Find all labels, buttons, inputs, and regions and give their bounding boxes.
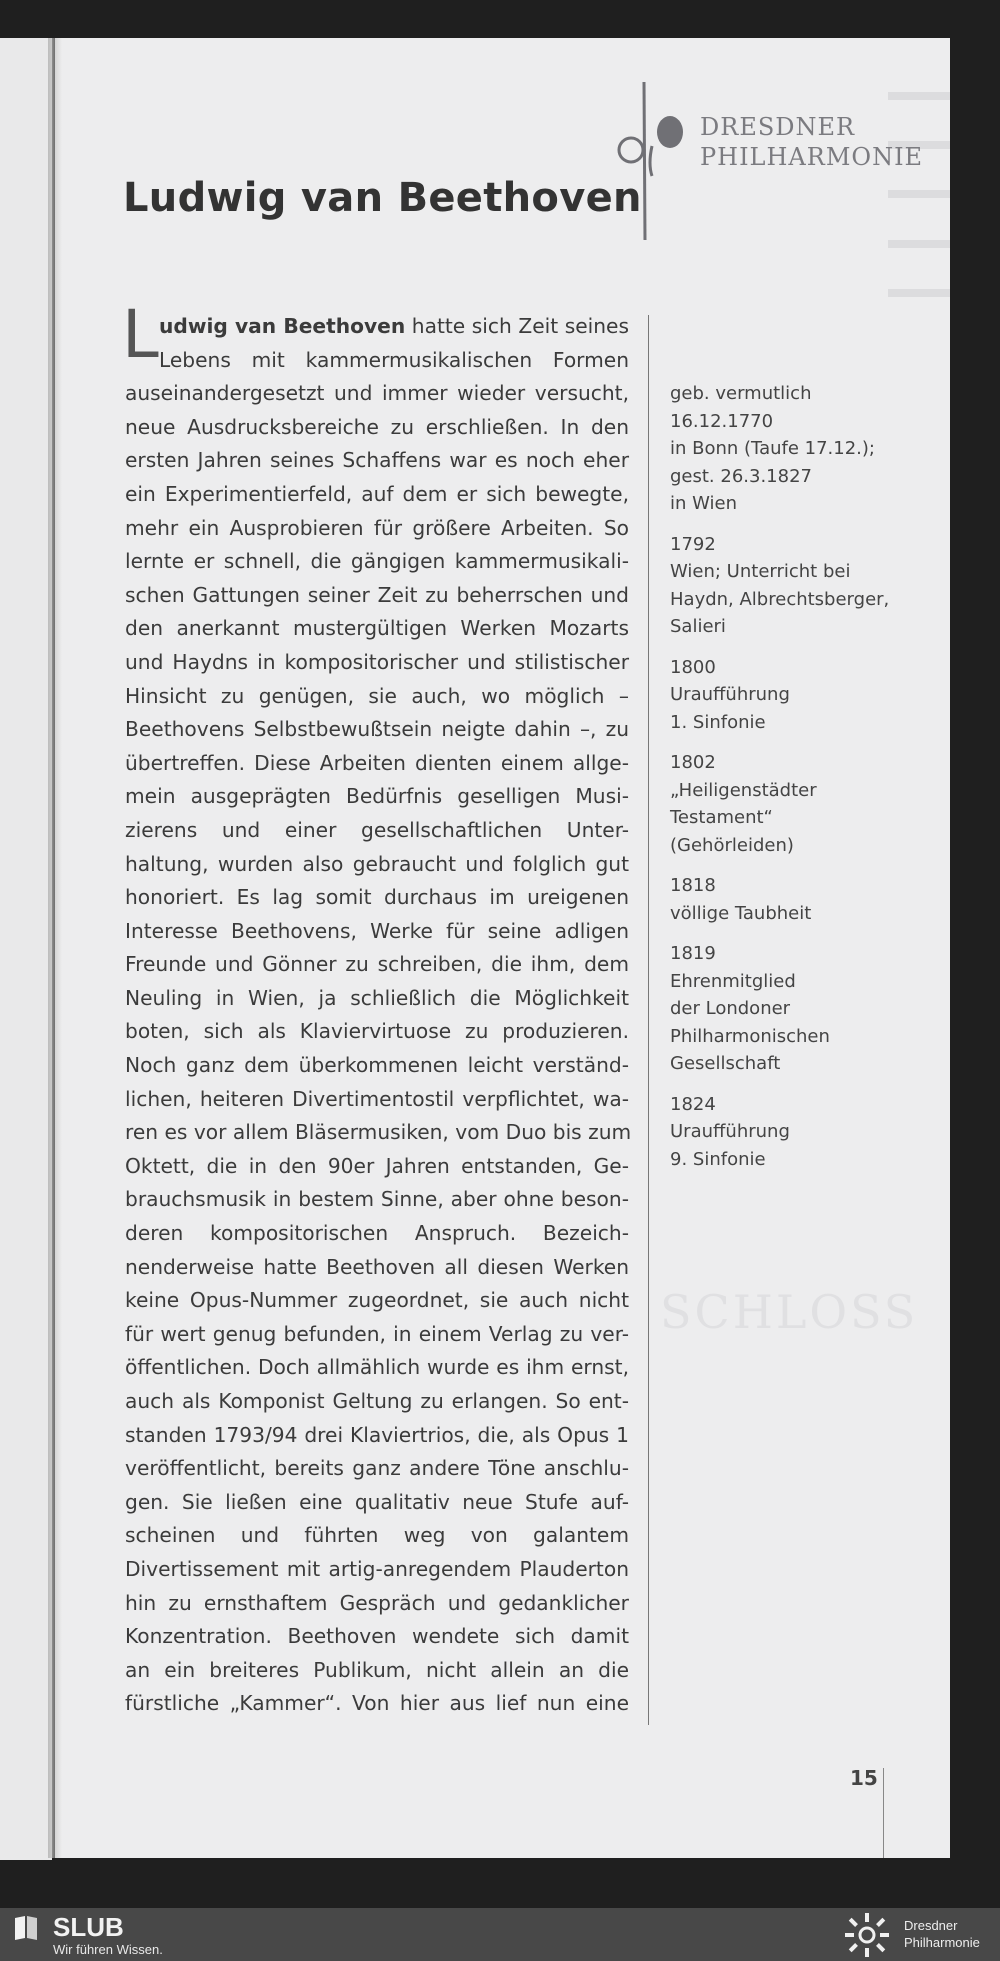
sidebar-line: völlige Taubheit [670, 902, 812, 924]
body-line: nenderweise hatte Beethoven all diesen Werken [125, 1254, 629, 1279]
slub-slogan: Wir führen Wissen. [53, 1942, 163, 1957]
body-line-first-rest: hatte sich Zeit seines [405, 314, 629, 338]
page-number: 15 [850, 1766, 878, 1790]
gutter-shadow [48, 38, 62, 1858]
philharmonie-emblem-icon [843, 1912, 891, 1958]
sidebar-entry [670, 654, 900, 737]
biography-sidebar [670, 380, 900, 1186]
body-line: Hinsicht zu genügen, sie auch, wo möglich – [125, 683, 629, 708]
body-lines [125, 344, 632, 1721]
slub-book-icon [14, 1915, 38, 1941]
sidebar-line: 9. Sinfonie [670, 1148, 766, 1170]
sidebar-line: Haydn, Albrechtsberger, [670, 588, 890, 610]
drop-cap: L [122, 296, 159, 373]
sidebar-line: Philharmonischen [670, 1025, 830, 1047]
show-through-text: SCHLOSS [660, 1285, 919, 1339]
body-line: lichen, heiteren Divertimentostil verpflichtet, wa- [125, 1086, 629, 1111]
sidebar-line: 1792 [670, 533, 716, 555]
sidebar-line: Gesellschaft [670, 1053, 781, 1074]
body-line: Oktett, die in den 90er Jahren entstanden, Ge- [125, 1153, 629, 1178]
body-line: Lebens mit kammermusikalischen Formen [159, 347, 629, 372]
logo-text-line2: PHILHARMONIE [700, 143, 924, 171]
body-line: scheinen und führten weg von galantem [125, 1523, 629, 1548]
body-line: Beethovens Selbstbewußtsein neigte dahin –, zu [125, 717, 629, 742]
sidebar-line: Wien; Unterricht bei [670, 561, 851, 582]
body-line: ersten Jahren seines Schaffens war es noch eher [125, 448, 629, 473]
body-line: Interesse Beethovens, Werke für seine adligen [125, 918, 629, 943]
sidebar-entry [670, 940, 900, 1078]
logo-text-line1: DRESDNER [700, 113, 856, 141]
sidebar-line: 16.12.1770 [670, 410, 774, 432]
sidebar-line: 1818 [670, 875, 716, 896]
sidebar-line: in Wien [670, 493, 738, 514]
sidebar-line: gest. 26.3.1827 [670, 465, 812, 487]
sidebar-entry [670, 1091, 900, 1174]
body-line: Konzentration. Beethoven wendete sich damit [125, 1624, 629, 1649]
page-number-rule [883, 1768, 884, 1858]
sidebar-line: 1819 [670, 943, 716, 964]
body-line: öffentlichen. Doch allmählich wurde es ihm ernst, [125, 1355, 629, 1380]
sidebar-line: Uraufführung [670, 684, 790, 705]
body-line: schen Gattungen seiner Zeit zu beherrschen und [125, 582, 629, 607]
sidebar-entry [670, 872, 900, 927]
body-line: auseinandergesetzt und immer wieder versucht, [125, 381, 629, 406]
previous-page-edge [0, 38, 52, 1860]
dresdner-philharmonie-logo [608, 80, 924, 250]
body-line: den anerkannt mustergültigen Werken Mozarts [125, 616, 629, 641]
body-line: haltung, wurden also gebraucht und folglich gut [125, 851, 629, 876]
sidebar-entry [670, 531, 900, 641]
body-line: auch als Komponist Geltung zu erlangen. So ent- [125, 1389, 629, 1413]
sidebar-line: Ehrenmitglied [670, 970, 796, 992]
body-line: neue Ausdrucksbereiche zu erschließen. In den [125, 414, 629, 439]
body-line: hin zu ernsthaftem Gespräch und gedanklicher [125, 1590, 629, 1615]
sidebar-line: Salieri [670, 616, 726, 637]
sidebar-line: 1. Sinfonie [670, 711, 766, 733]
partner-name-line2[interactable]: Philharmonie [904, 1935, 980, 1950]
partner-name-line1[interactable]: Dresdner [904, 1918, 958, 1933]
page-title: Ludwig van Beethoven [123, 175, 642, 221]
body-line: zierens und einer gesellschaftlichen Unter- [125, 817, 629, 842]
sidebar-line: geb. vermutlich [670, 383, 812, 404]
sidebar-line: Uraufführung [670, 1121, 790, 1142]
body-line: lernte er schnell, die gängigen kammermusikali- [125, 549, 629, 574]
body-line: boten, sich als Klaviervirtuose zu produzieren. [125, 1019, 629, 1044]
body-line: für wert genug befunden, in einem Verlag zu ver- [125, 1321, 629, 1346]
body-line: Noch ganz dem überkommenen leicht verständ- [125, 1053, 629, 1078]
body-line: Divertissement mit artig-anregendem Plauderton [125, 1556, 629, 1581]
column-divider [648, 315, 649, 1725]
sidebar-line: 1824 [670, 1093, 716, 1115]
body-line: brauchsmusik in bestem Sinne, aber ohne beson- [125, 1187, 629, 1212]
body-line: ren es vor allem Bläsermusiken, vom Duo bis zum [125, 1120, 632, 1145]
body-line: Neuling in Wien, ja schließlich die Möglichkeit [125, 985, 629, 1010]
article-body [122, 296, 632, 1721]
lead-in: udwig van Beethoven [159, 314, 406, 338]
sidebar-line: Testament“ [670, 807, 773, 828]
color-calibration-tick [888, 289, 950, 297]
body-line: ein Experimentierfeld, auf dem er sich bewegte, [125, 481, 629, 506]
sidebar-line: 1800 [670, 656, 716, 678]
body-line: deren kompositorischen Anspruch. Bezeich- [125, 1221, 629, 1246]
body-line: mein ausgeprägten Bedürfnis geselligen Musi- [125, 784, 629, 809]
sidebar-line: in Bonn (Taufe 17.12.); [670, 438, 875, 459]
slub-name[interactable]: SLUB [53, 1912, 124, 1942]
body-line: gen. Sie ließen eine qualitativ neue Stufe auf- [125, 1489, 629, 1514]
body-line: fürstliche „Kammer“. Von hier aus lief nun eine [125, 1691, 629, 1716]
viewer-footer [0, 1908, 1000, 1961]
body-line: veröffentlicht, bereits ganz andere Töne anschlu- [125, 1456, 629, 1481]
body-line: mehr ein Ausprobieren für größere Arbeiten. So [125, 515, 629, 540]
sidebar-line: 1802 [670, 752, 716, 773]
body-line-first [125, 310, 629, 344]
body-line: übertreffen. Diese Arbeiten dienten einem allge- [125, 750, 629, 775]
body-line: und Haydns in kompositorischer und stilistischer [125, 649, 629, 674]
body-line: keine Opus-Nummer zugeordnet, sie auch nicht [125, 1288, 629, 1313]
body-line: honoriert. Es lag somit durchaus im ureigenen [125, 885, 629, 910]
body-line: standen 1793/94 drei Klaviertrios, die, als Opus 1 [125, 1422, 629, 1447]
sidebar-entry [670, 380, 900, 518]
body-line: an ein breiteres Publikum, nicht allein an die [125, 1657, 629, 1682]
sidebar-line: der Londoner [670, 998, 791, 1019]
sidebar-line: (Gehörleiden) [670, 834, 794, 856]
sidebar-line: „Heiligenstädter [670, 779, 817, 801]
sidebar-entry [670, 749, 900, 859]
body-line: Freunde und Gönner zu schreiben, die ihm, dem [125, 952, 629, 977]
